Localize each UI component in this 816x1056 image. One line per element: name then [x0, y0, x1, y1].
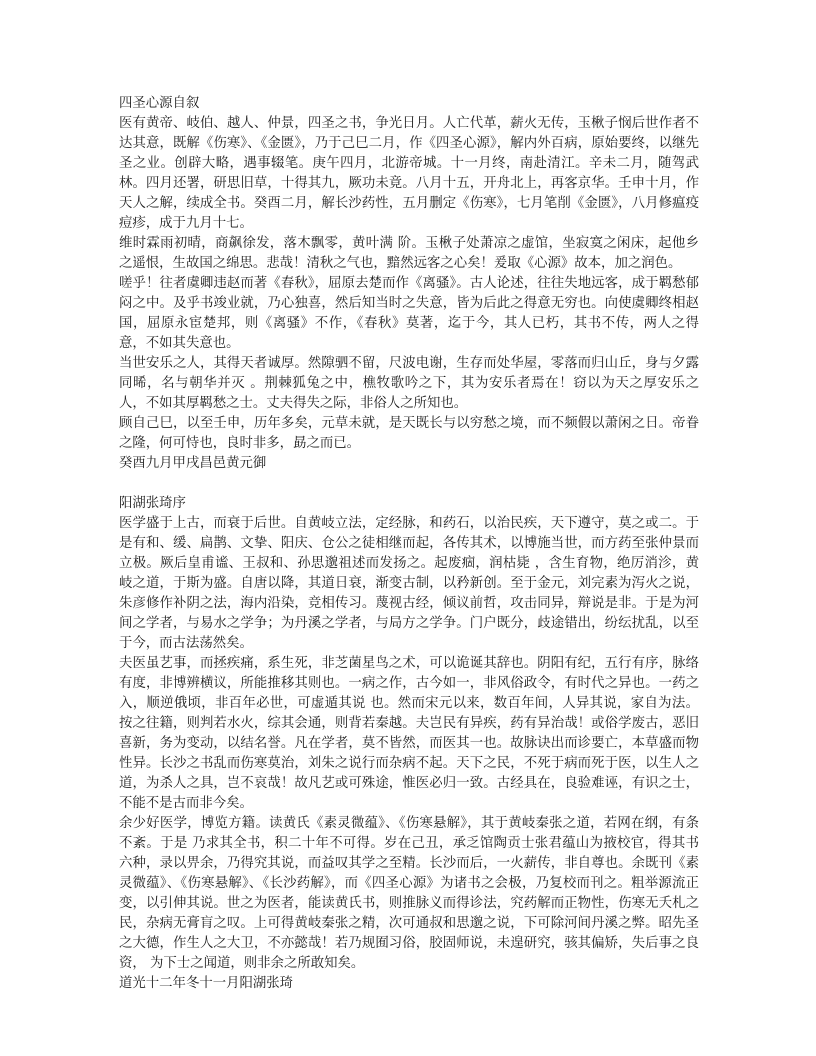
paragraph: 嗟乎！往者虞卿违赵而著《春秋》，屈原去楚而作《离骚》。古人论述，往往失地远客，成于羁愁郁闷之中。及乎书竣业就，乃心独喜，然后知当时之失意，皆为后此之得意无穷也。向使虞卿终相赵国，屈原永宦楚邦，则《离骚》不作，《春秋》莫著，迄于今，其人已朽，其书不传，两人之得意，不如其失意也。 [119, 276, 699, 351]
section-title: 阳湖张琦序 [119, 496, 186, 511]
paragraph: 夫医虽艺事，而拯疾痛，系生死，非芝菌星鸟之术，可以诡诞其辞也。阴阳有纪，五行有序，脉络有度，非博辨横议，所能推移其则也。一病之作，古今如一，非风俗政令，有时代之异也。一药之入，顺逆俄顷，非百年必世，可虚遁其说 也。然而宋元以来，数百年间，人异其说，家自为法。按之往籍，则判若水火，综其会通，则背若秦越。夫岂民有异疾，药有异治哉！或俗学废古，恶旧喜新，务为变动，以结名誉。凡在学者，莫不皆然，而医其一也。故脉诀出而诊要亡，本草盛而物性异。长沙之书乱而伤寒莫治，刘朱之说行而杂病不起。天下之民，不死于病而死于医，以生人之道，为杀人之具，岂不哀哉！故凡艺或可殊途，惟医必归一致。古经具在，良验难诬，有识之士，不能不是古而非今矣。 [119, 656, 699, 811]
self-preface-section [119, 94, 699, 474]
paragraph: 余少好医学，博览方籍。读黄氏《素灵微蕴》、《伤寒悬解》，其于黄岐秦张之道，若网在纲，有条不紊。于是 乃求其全书，积二十年不可得。岁在己丑，承乏馆陶贡士张君蕴山为掖校官，得其书六种，录以畀余，乃得究其说，而益叹其学之至精。长沙而后，一火薪传，非自尊也。余既刊《素灵微蕴》、《伤寒悬解》、《长沙药解》，而《四圣心源》为诸书之会极，乃复校而刊之。粗举源流正变，以引伸其说。世之为医者，能读黄氏书，则推脉义而得诊法，究药解而正物性，伤寒无夭札之民，杂病无膏肓之叹。上可得黄岐秦张之精，次可通叔和思邈之说，下可除河间丹溪之弊。昭先圣之大德，作生人之大卫，不亦懿哉！若乃规囿习俗，胶固师说，未遑研究，骇其偏矫，失后事之良资， 为下士之闻道，则非余之所敢知矣。 [119, 816, 699, 971]
paragraph: 医有黄帝、岐伯、越人、仲景，四圣之书，争光日月。人亡代革，薪火无传，玉楸子悯后世作者不达其意，既解《伤寒》、《金匮》，乃于己巳二月，作《四圣心源》，解内外百病，原始要终，以继先圣之业。创辟大略，遇事辍笔。庚午四月，北游帝城。十一月终，南赴清江。辛未二月，随驾武林。四月还署，研思旧草，十得其九，厥功未竟。八月十五，开舟北上，再客京华。壬申十月，作天人之解，续成全书。癸酉二月，解长沙药性，五月删定《伤寒》，七月笔削《金匮》，八月修瘟疫痘疹，成于九月十七。 [119, 116, 699, 231]
signature-line: 道光十二年冬十一月阳湖张琦 [119, 976, 294, 991]
signature-line: 癸酉九月甲戌昌邑黄元御 [119, 456, 267, 471]
document-page [119, 94, 699, 994]
paragraph: 维时霖雨初晴，商飙徐发，落木飘零，黄叶满 阶。玉楸子处萧凉之虚馆，坐寂寞之闲床，起他乡之遥恨，生故国之绵思。悲哉！清秋之气也，黯然远客之心矣！爰取《心源》故本，加之润色。 [119, 236, 699, 271]
paragraph: 当世安乐之人，其得天者诚厚。然隙驷不留，尺波电谢，生存而处华屋，零落而归山丘，身与夕露同晞，名与朝华并灭 。荆棘狐兔之中，樵牧歌吟之下，其为安乐者焉在！窃以为天之厚安乐之人，不如其厚羁愁之士。丈夫得失之际，非俗人之所知也。 [119, 356, 699, 411]
paragraph: 医学盛于上古，而衰于后世。自黄岐立法，定经脉，和药石，以治民疾，天下遵守，莫之或二。于是有和、缓、扁鹊、文挚、阳庆、仓公之徒相继而起，各传其术，以博施当世，而方药至张仲景而立极。厥后皇甫谧、王叔和、孙思邈祖述而发扬之。起废痼，润枯毙 ，含生育物，绝厉消沴，黄岐之道，于斯为盛。自唐以降，其道日衰，渐变古制，以矜新创。至于金元，刘完素为泻火之说，朱彦修作补阴之法，海内沿染，竞相传习。蔑视古经，倾议前哲，攻击同异，辩说是非。于是为河间之学者，与易水之学争；为丹溪之学者，与局方之学争。门户既分，歧途错出，纷纭扰乱，以至于今，而古法荡然矣。 [119, 516, 699, 651]
section-spacer [119, 474, 699, 494]
section-title: 四圣心源自叙 [119, 96, 200, 111]
paragraph: 顾自己巳，以至壬申，历年多矣，元草未就，是天既长与以穷愁之境，而不频假以萧闲之日。帝眷之隆，何可恃也，良时非多，勗之而已。 [119, 416, 699, 451]
zhang-qi-preface-section [119, 494, 699, 994]
